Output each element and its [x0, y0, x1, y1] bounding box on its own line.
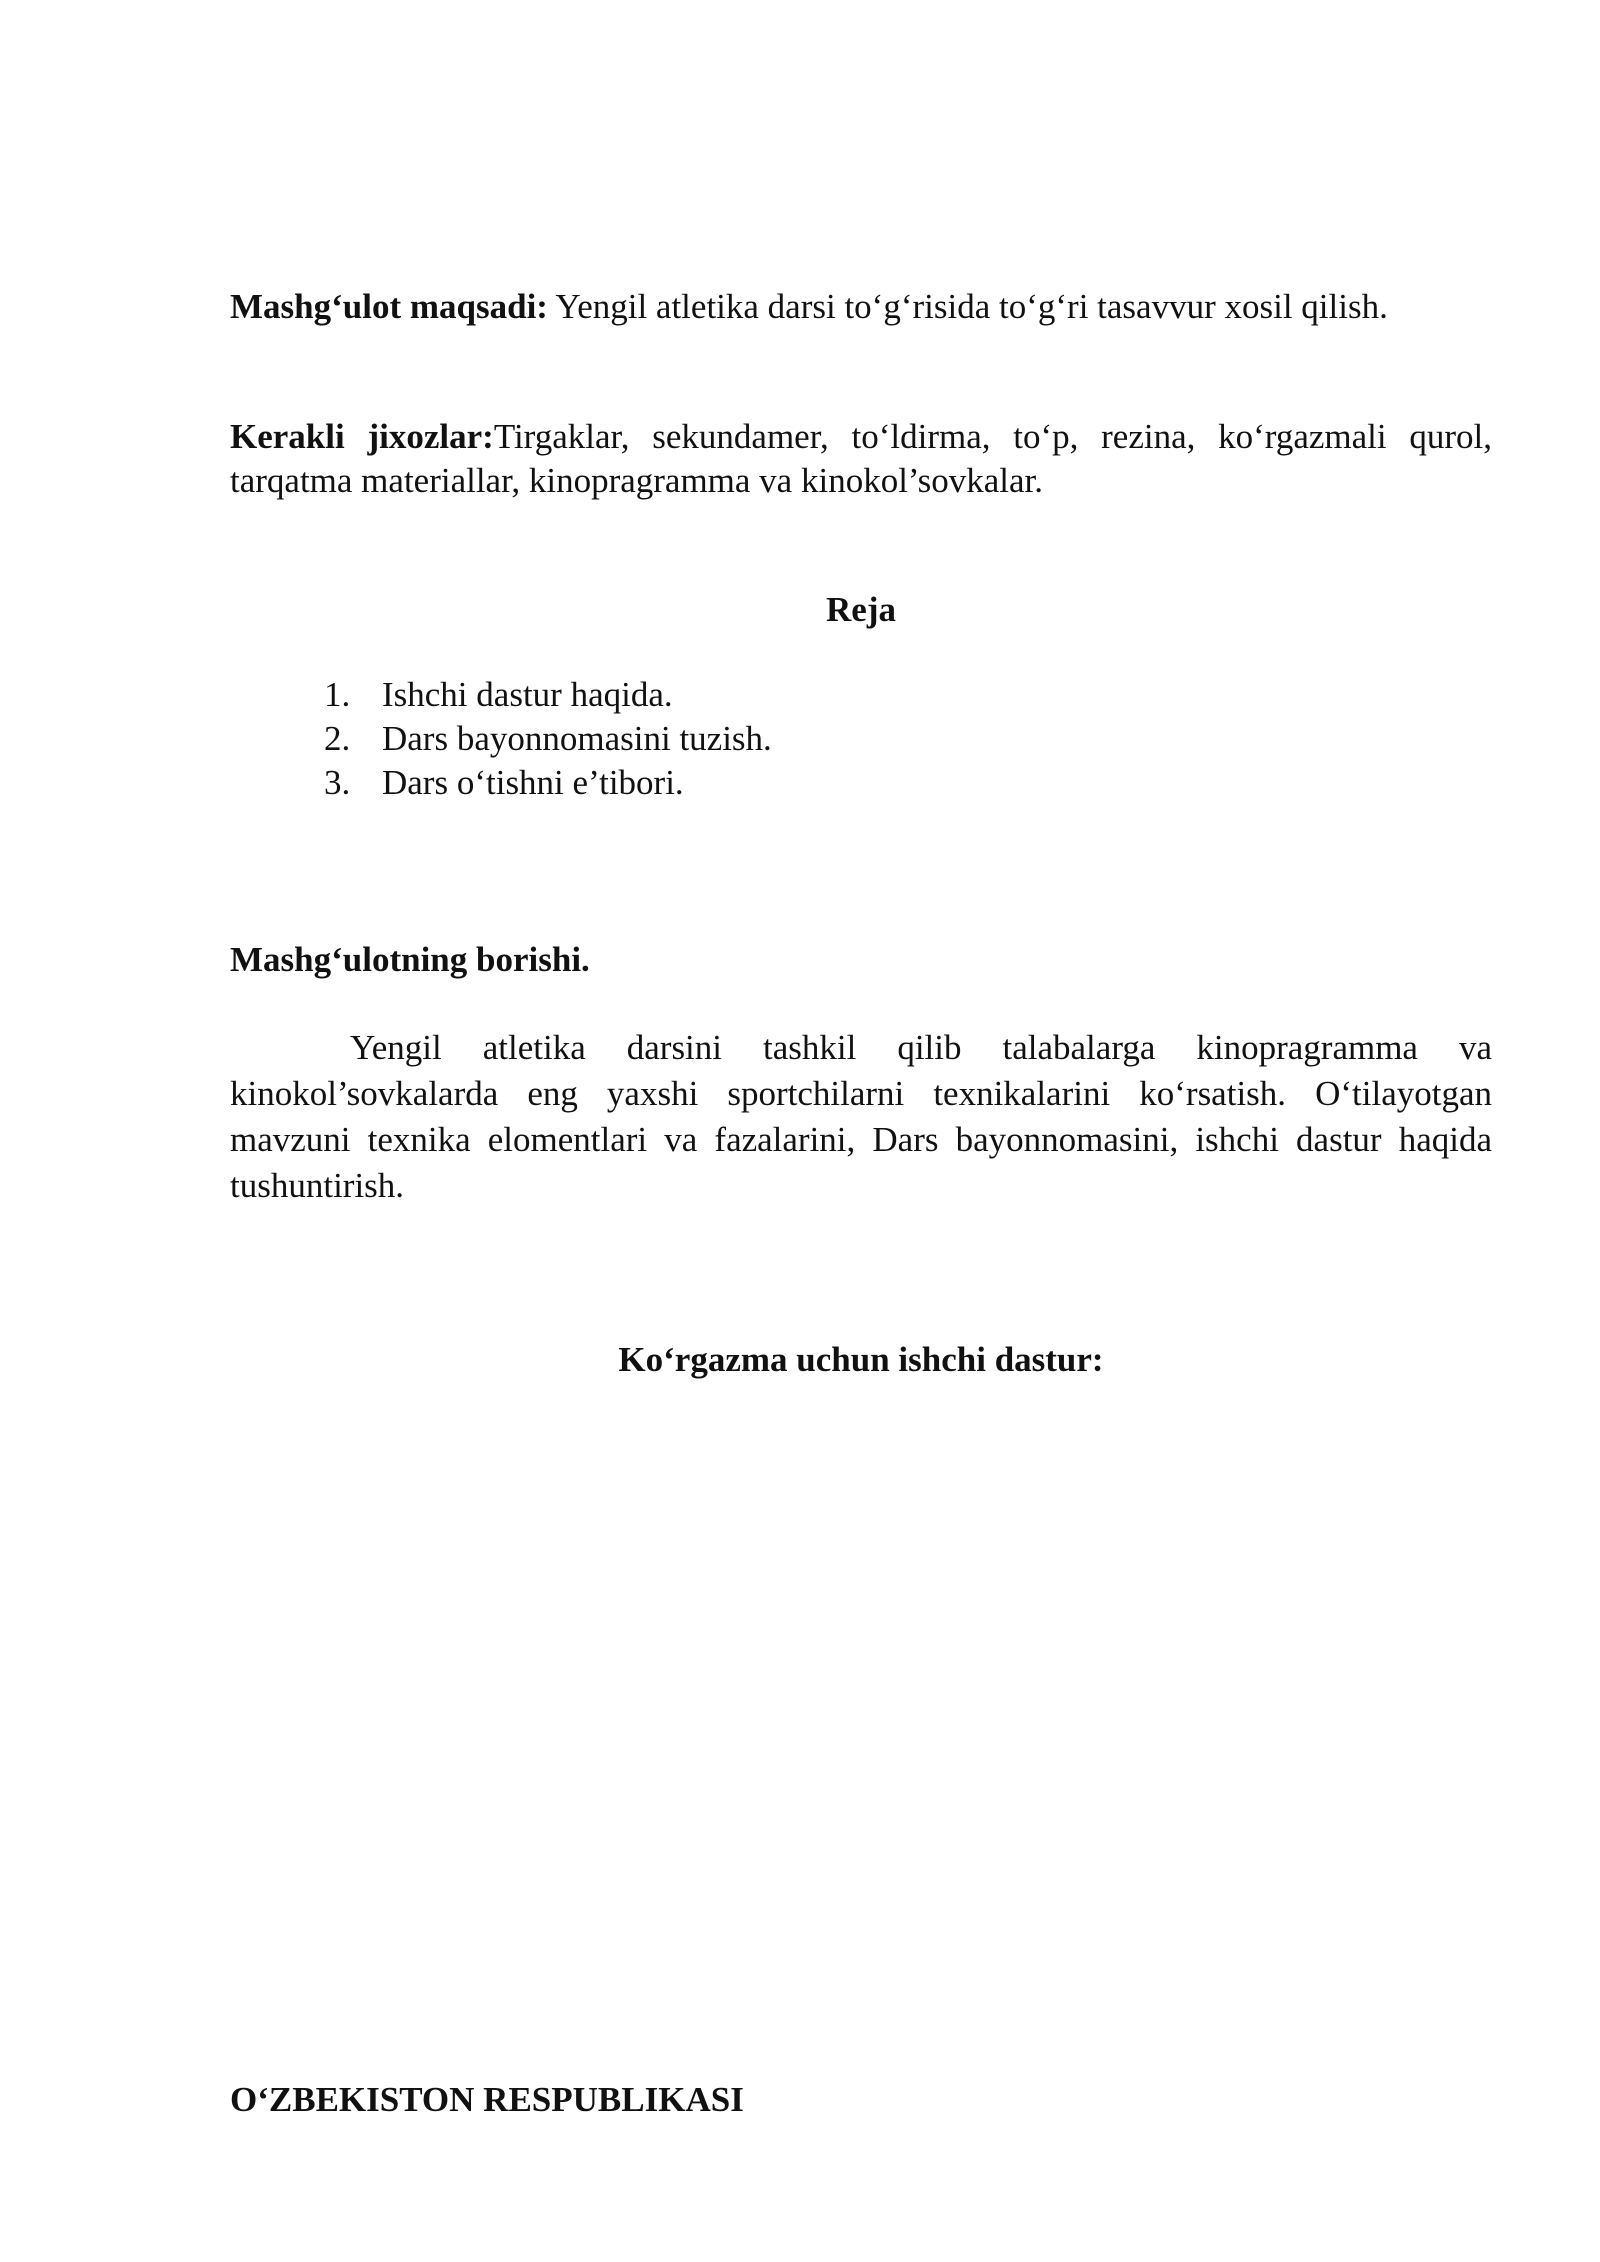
- equipment-label: Kerakli jixozlar:: [230, 417, 494, 456]
- list-item-text: Dars o‘tishni e’tibori.: [382, 763, 684, 802]
- list-item: [324, 717, 772, 761]
- list-item-number: 1.: [324, 675, 351, 714]
- goal-paragraph: [230, 285, 1492, 329]
- lesson-progress-paragraph: Yengil atletika darsini tashkil qilib talabalarga kinopragramma va kinokol’sovkalarda eng yaxshi sportchilarni texnikalarini ko‘rsatish. O‘tilayotgan mavzuni texnika elomentlari va fazalarini, Dars bayonnomasini, ishchi dastur haqida tushuntirish.: [230, 1028, 1492, 1205]
- list-item: [324, 761, 772, 805]
- goal-text: Yengil atletika darsi to‘g‘risida to‘g‘ri tasavvur xosil qilish.: [547, 287, 1388, 326]
- list-item-text: Dars bayonnomasini tuzish.: [382, 719, 772, 758]
- exhibition-program-heading: Ko‘rgazma uchun ishchi dastur:: [618, 1340, 1104, 1379]
- list-item-number: 2.: [324, 719, 351, 758]
- list-item: [324, 673, 772, 717]
- republic-heading: O‘ZBEKISTON RESPUBLIKASI: [230, 2080, 744, 2119]
- equipment-paragraph: [230, 415, 1492, 503]
- list-item-number: 3.: [324, 763, 351, 802]
- lesson-progress-heading: Mashg‘ulotning borishi.: [230, 940, 590, 979]
- plan-list: [324, 673, 772, 805]
- equipment-text: Tirgaklar, sekundamer, to‘ldirma, to‘p, rezina, ko‘rgazmali qurol, tarqatma materiallar, kinopragramma va kinokol’sovkalar.: [230, 417, 1492, 500]
- list-item-text: Ishchi dastur haqida.: [382, 675, 673, 714]
- plan-heading: Reja: [826, 590, 896, 629]
- goal-label: Mashg‘ulot maqsadi:: [230, 287, 548, 326]
